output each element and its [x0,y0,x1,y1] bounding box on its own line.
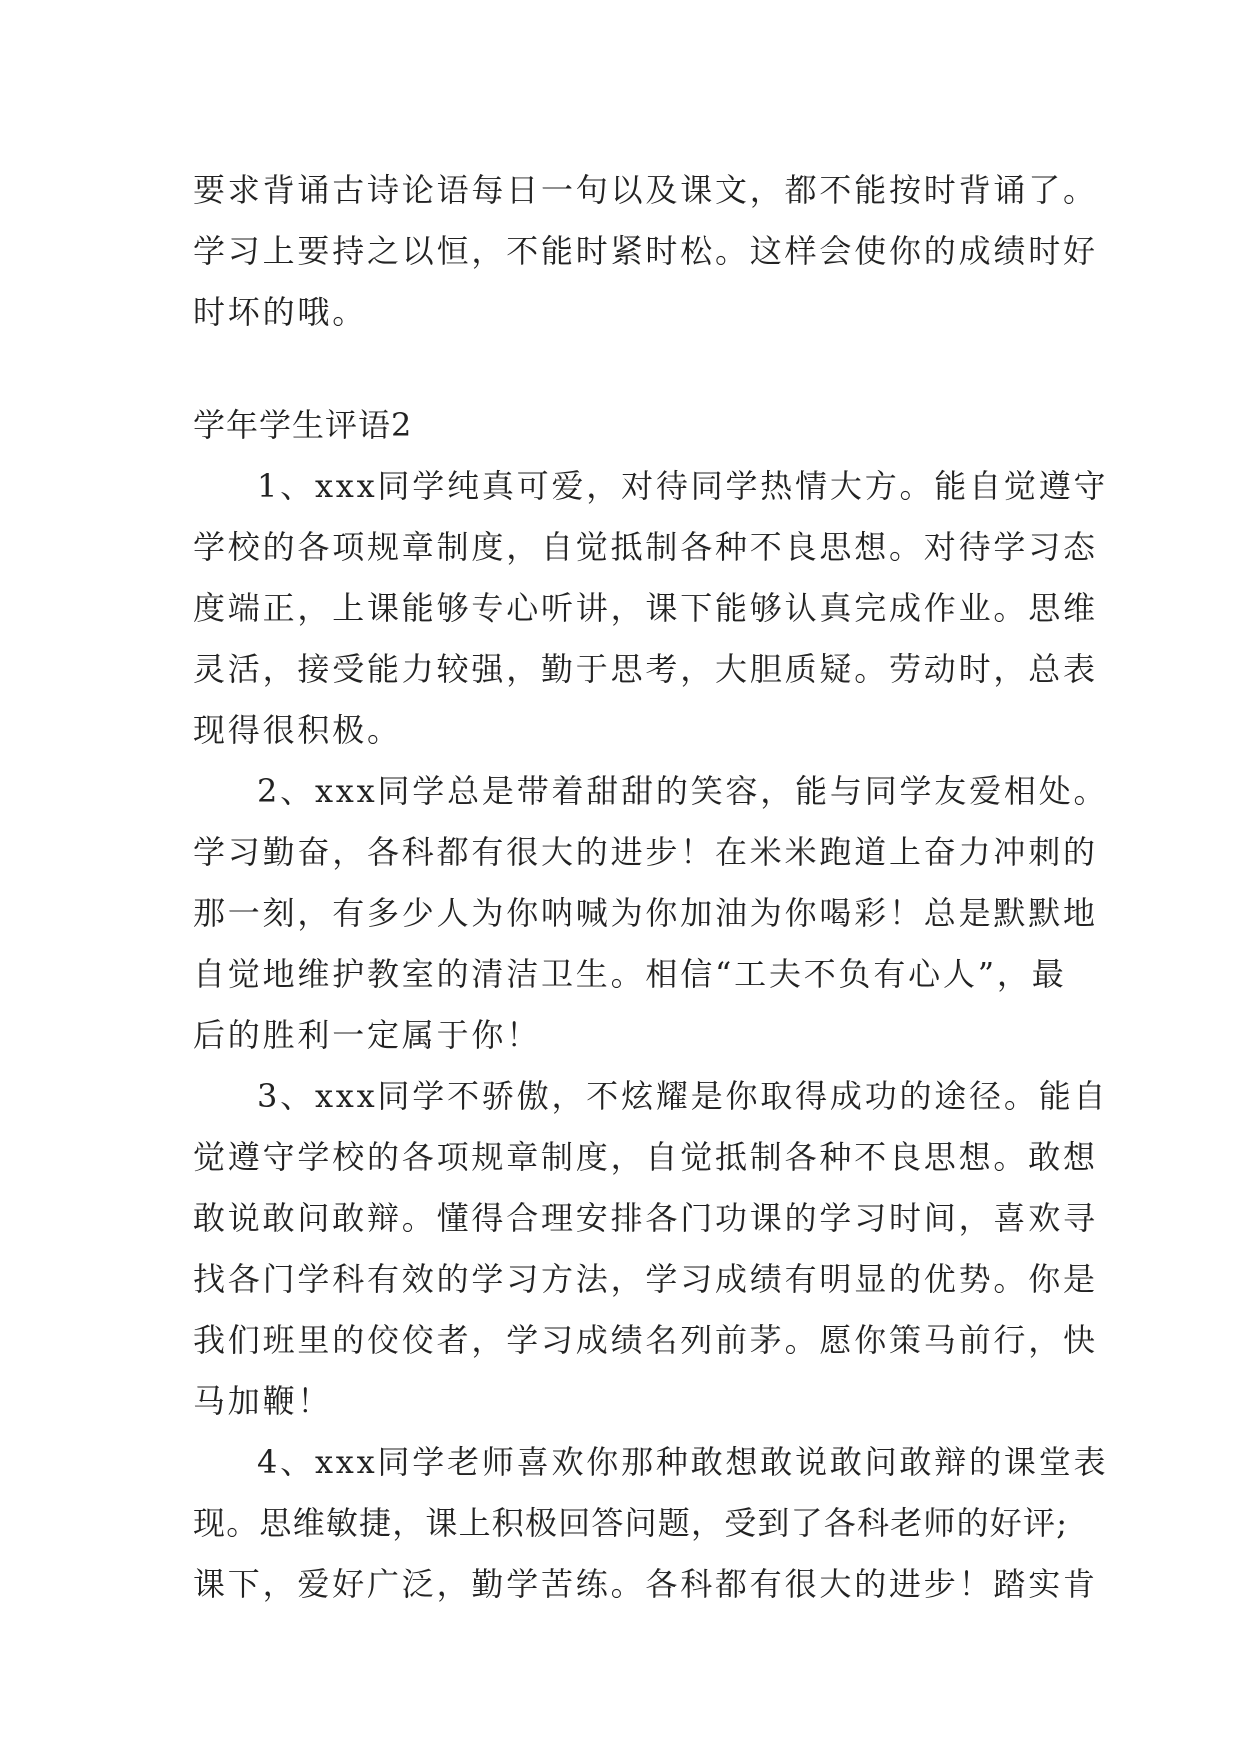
text-line: 现得很积极。 [193,711,402,749]
document-body [193,160,1109,1615]
intro-paragraph [193,160,1098,343]
comment-paragraph-3 [193,1066,1109,1432]
section-heading: 学年学生评语2 [193,406,413,444]
text-line: 马加鞭！ [193,1382,333,1420]
text-line: 度端正，上课能够专心听讲，课下能够认真完成作业。思维 [193,589,1098,627]
text-line: 现。思维敏捷，课上积极回答问题，受到了各科老师的好评; [193,1504,1069,1542]
text-line: 时坏的哦。 [193,293,368,331]
comment-paragraph-1 [193,456,1109,761]
comment-paragraph-4 [193,1432,1109,1615]
text-line: 学习勤奋，各科都有很大的进步！在米米跑道上奋力冲刺的 [193,833,1098,871]
text-line: 课下，爱好广泛，勤学苦练。各科都有很大的进步！踏实肯 [193,1565,1098,1603]
text-line: 学习上要持之以恒，不能时紧时松。这样会使你的成绩时好 [193,232,1098,270]
text-line: 自觉地维护教室的清洁卫生。相信“工夫不负有心人”，最 [193,955,1067,993]
text-line: 3、xxx同学不骄傲，不炫耀是你取得成功的途径。能自 [257,1077,1109,1115]
text-line: 那一刻，有多少人为你呐喊为你加油为你喝彩！总是默默地 [193,894,1098,932]
text-line: 学校的各项规章制度，自觉抵制各种不良思想。对待学习态 [193,528,1098,566]
text-line: 敢说敢问敢辩。懂得合理安排各门功课的学习时间，喜欢寻 [193,1199,1098,1237]
text-line: 2、xxx同学总是带着甜甜的笑容，能与同学友爱相处。 [257,772,1109,810]
comment-paragraph-2 [193,761,1109,1066]
text-line: 后的胜利一定属于你！ [193,1016,542,1054]
text-line: 找各门学科有效的学习方法，学习成绩有明显的优势。你是 [193,1260,1098,1298]
text-line: 4、xxx同学老师喜欢你那种敢想敢说敢问敢辩的课堂表 [257,1443,1109,1481]
text-line: 我们班里的佼佼者，学习成绩名列前茅。愿你策马前行，快 [193,1321,1098,1359]
text-line: 灵活，接受能力较强，勤于思考，大胆质疑。劳动时，总表 [193,650,1098,688]
text-line: 觉遵守学校的各项规章制度，自觉抵制各种不良思想。敢想 [193,1138,1098,1176]
text-line: 要求背诵古诗论语每日一句以及课文，都不能按时背诵了。 [193,171,1098,209]
text-line: 1、xxx同学纯真可爱，对待同学热情大方。能自觉遵守 [257,467,1109,505]
paragraph-spacer [193,343,1073,395]
